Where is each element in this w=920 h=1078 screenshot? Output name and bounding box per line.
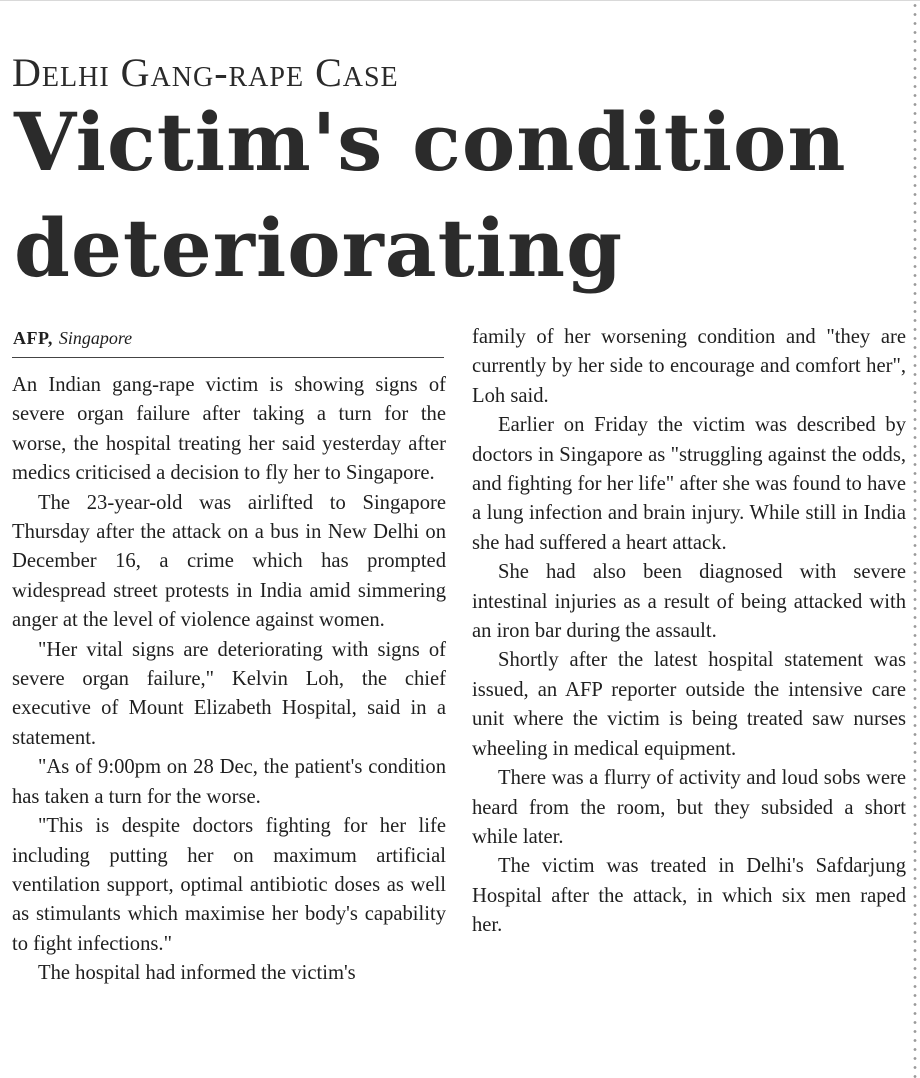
paragraph: The 23-year-old was airlifted to Singapore Thursday after the attack on a bus in New Delhi on December 16, a crime which has prompted widespread street protests in India amid simmering anger at the level of violence against women. xyxy=(12,491,446,632)
paragraph: There was a flurry of activity and loud sobs were heard from the room, but they subsided a short while later. xyxy=(472,767,906,848)
byline xyxy=(13,328,445,349)
paragraph: "This is despite doctors fighting for her life including putting her on maximum artificial ventilation support, optimal antibiotic doses as well as stimulants which maximise her body's capability to fight infections." xyxy=(12,815,446,955)
column-right xyxy=(472,323,906,1073)
paragraph: An Indian gang-rape victim is showing signs of severe organ failure after taking a turn for the worse, the hospital treating her said yesterday after medics criticised a decision to fly her to Singapore. xyxy=(12,374,446,485)
paragraph: "Her vital signs are deteriorating with signs of severe organ failure," Kelvin Loh, the chief executive of Mount Elizabeth Hospital, said in a statement. xyxy=(12,638,446,749)
paragraph: family of her worsening condition and "they are currently by her side to encourage and comfort her", Loh said. xyxy=(472,326,906,407)
paragraph: The hospital had informed the victim's xyxy=(38,962,356,985)
section-kicker: Delhi Gang-rape Case xyxy=(12,50,399,95)
byline-rule xyxy=(12,357,444,358)
perforated-edge xyxy=(912,1,918,1078)
paragraph: "As of 9:00pm on 28 Dec, the patient's condition has taken a turn for the worse. xyxy=(12,756,446,808)
byline-agency: AFP, xyxy=(13,328,53,348)
headline: Victim's condition deteriorating xyxy=(14,95,847,295)
byline-place: Singapore xyxy=(58,328,133,348)
paragraph: Shortly after the latest hospital statement was issued, an AFP reporter outside the intensive care unit where the victim is being treated saw nurses wheeling in medical equipment. xyxy=(472,649,906,760)
paragraph: The victim was treated in Delhi's Safdarjung Hospital after the attack, in which six men raped her. xyxy=(472,855,906,937)
paragraph: Earlier on Friday the victim was described by doctors in Singapore as "struggling against the odds, and fighting for her life" after she was found to have a lung infection and brain injury. While still in India she had suffered a heart attack. xyxy=(472,414,906,554)
paragraph: She had also been diagnosed with severe intestinal injuries as a result of being attacked with an iron bar during the assault. xyxy=(472,561,906,643)
column-left xyxy=(12,371,446,1071)
